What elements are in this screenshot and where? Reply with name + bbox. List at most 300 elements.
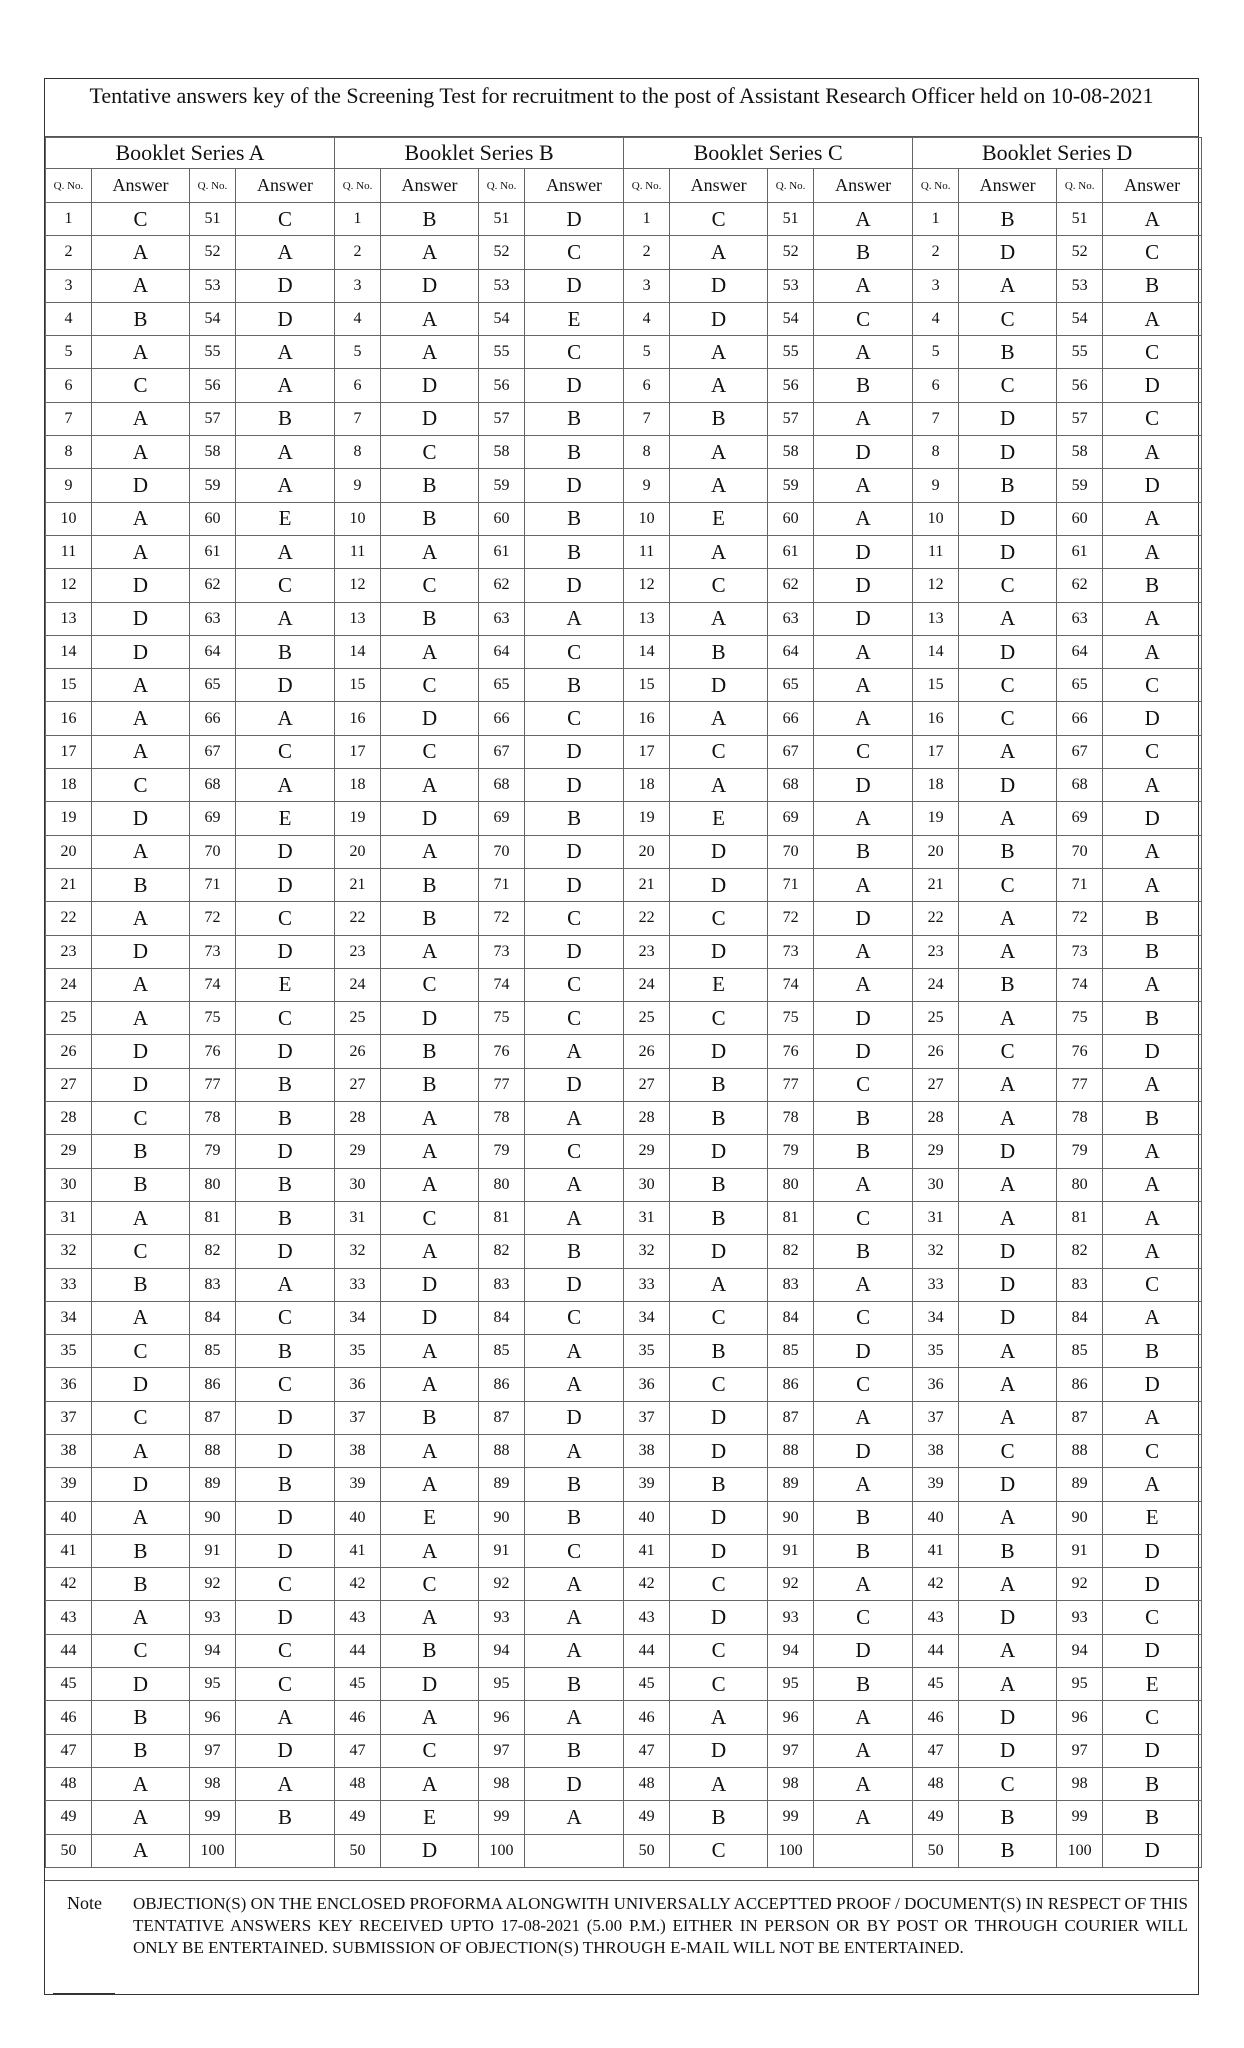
table-row (46, 569, 1202, 602)
answer-cell: C (92, 369, 190, 402)
answer-cell: C (236, 1301, 335, 1334)
question-number: 24 (913, 968, 959, 1001)
answer-cell: B (959, 203, 1057, 236)
qno-column-header: Q. No. (624, 169, 670, 203)
qno-column-header: Q. No. (1057, 169, 1103, 203)
question-number: 34 (46, 1301, 92, 1334)
note-label: Note (67, 1893, 102, 1913)
question-number: 36 (624, 1368, 670, 1401)
question-number: 56 (1057, 369, 1103, 402)
question-number: 10 (335, 502, 381, 535)
question-number: 87 (1057, 1401, 1103, 1434)
answer-cell: B (959, 1834, 1057, 1867)
question-number: 41 (913, 1534, 959, 1567)
answer-cell: C (525, 702, 624, 735)
question-number: 70 (190, 835, 236, 868)
question-number: 65 (190, 669, 236, 702)
answer-cell: D (236, 302, 335, 335)
question-number: 22 (335, 902, 381, 935)
answer-cell: A (670, 369, 768, 402)
answer-column-header: Answer (814, 169, 913, 203)
table-row (46, 1235, 1202, 1268)
answer-cell: C (1103, 236, 1202, 269)
answer-cell: A (1103, 436, 1202, 469)
answer-cell: A (92, 702, 190, 735)
answer-cell: B (381, 203, 479, 236)
qno-column-header: Q. No. (479, 169, 525, 203)
answer-cell: B (92, 302, 190, 335)
question-number: 98 (768, 1767, 814, 1800)
answer-cell: D (670, 835, 768, 868)
answer-cell: A (959, 935, 1057, 968)
answer-cell: D (92, 469, 190, 502)
question-number: 63 (1057, 602, 1103, 635)
answer-cell: C (92, 1235, 190, 1268)
question-number: 45 (624, 1668, 670, 1701)
answer-cell: A (525, 1701, 624, 1734)
answer-cell: D (236, 935, 335, 968)
question-number: 17 (46, 735, 92, 768)
question-number: 64 (1057, 635, 1103, 668)
answer-cell: A (670, 236, 768, 269)
answer-cell: B (670, 402, 768, 435)
answer-cell: A (814, 1801, 913, 1834)
table-row (46, 1102, 1202, 1135)
question-number: 62 (1057, 569, 1103, 602)
answer-cell: D (1103, 469, 1202, 502)
question-number: 59 (190, 469, 236, 502)
question-number: 42 (335, 1568, 381, 1601)
answer-cell: B (1103, 269, 1202, 302)
answer-cell: E (670, 802, 768, 835)
question-number: 82 (190, 1235, 236, 1268)
question-number: 86 (479, 1368, 525, 1401)
question-number: 73 (1057, 935, 1103, 968)
question-number: 82 (768, 1235, 814, 1268)
answer-cell: C (236, 1368, 335, 1401)
answer-cell: D (92, 1468, 190, 1501)
answer-cell: D (959, 1601, 1057, 1634)
question-number: 49 (913, 1801, 959, 1834)
question-number: 49 (624, 1801, 670, 1834)
question-number: 85 (190, 1335, 236, 1368)
table-row (46, 1534, 1202, 1567)
question-number: 14 (46, 635, 92, 668)
question-number: 45 (335, 1668, 381, 1701)
question-number: 10 (913, 502, 959, 535)
question-number: 56 (768, 369, 814, 402)
question-number: 72 (190, 902, 236, 935)
question-number: 26 (624, 1035, 670, 1068)
question-number: 2 (624, 236, 670, 269)
question-number: 55 (479, 336, 525, 369)
question-number: 66 (768, 702, 814, 735)
question-number: 55 (190, 336, 236, 369)
answer-cell: A (959, 1068, 1057, 1101)
answer-cell: B (1103, 1801, 1202, 1834)
question-number: 41 (335, 1534, 381, 1567)
answer-cell: D (1103, 1834, 1202, 1867)
question-number: 20 (624, 835, 670, 868)
question-number: 1 (46, 203, 92, 236)
question-number: 57 (1057, 402, 1103, 435)
question-number: 83 (768, 1268, 814, 1301)
question-number: 51 (479, 203, 525, 236)
question-number: 4 (335, 302, 381, 335)
question-number: 95 (768, 1668, 814, 1701)
question-number: 9 (624, 469, 670, 502)
question-number: 86 (768, 1368, 814, 1401)
question-number: 11 (46, 535, 92, 568)
answer-cell: A (92, 502, 190, 535)
table-row (46, 336, 1202, 369)
question-number: 52 (190, 236, 236, 269)
answer-cell: D (670, 935, 768, 968)
answer-cell: A (1103, 1235, 1202, 1268)
question-number: 65 (1057, 669, 1103, 702)
question-number: 43 (335, 1601, 381, 1634)
question-number: 42 (624, 1568, 670, 1601)
answer-cell: A (381, 769, 479, 802)
answer-cell: A (814, 802, 913, 835)
answer-cell: B (814, 1534, 913, 1567)
question-number: 99 (190, 1801, 236, 1834)
question-number: 31 (624, 1201, 670, 1234)
table-row (46, 203, 1202, 236)
question-number: 51 (190, 203, 236, 236)
question-number: 13 (46, 602, 92, 635)
question-number: 66 (1057, 702, 1103, 735)
question-number: 59 (768, 469, 814, 502)
question-number: 24 (624, 968, 670, 1001)
answer-cell: B (1103, 1102, 1202, 1135)
question-number: 34 (913, 1301, 959, 1334)
question-number: 37 (46, 1401, 92, 1434)
question-number: 62 (190, 569, 236, 602)
answer-cell: D (236, 1135, 335, 1168)
answer-cell: D (814, 602, 913, 635)
question-number: 60 (479, 502, 525, 535)
question-number: 77 (479, 1068, 525, 1101)
answer-cell: B (959, 968, 1057, 1001)
answer-cell: C (1103, 1268, 1202, 1301)
answer-cell: A (670, 702, 768, 735)
answer-cell: D (381, 1668, 479, 1701)
table-row (46, 635, 1202, 668)
answer-cell: B (381, 902, 479, 935)
answer-cell: B (92, 1734, 190, 1767)
question-number: 67 (1057, 735, 1103, 768)
answer-cell: D (525, 935, 624, 968)
table-row (46, 1634, 1202, 1667)
question-number: 98 (190, 1767, 236, 1800)
answer-cell: C (525, 635, 624, 668)
question-number: 22 (46, 902, 92, 935)
answer-cell: D (670, 868, 768, 901)
question-number: 63 (479, 602, 525, 635)
table-row (46, 1568, 1202, 1601)
question-number: 90 (190, 1501, 236, 1534)
answer-cell: D (959, 635, 1057, 668)
question-number: 7 (913, 402, 959, 435)
answer-cell: A (959, 269, 1057, 302)
answer-cell: A (525, 1335, 624, 1368)
answer-cell: B (1103, 1767, 1202, 1800)
answer-cell: C (959, 868, 1057, 901)
question-number: 36 (913, 1368, 959, 1401)
answer-cell: D (959, 769, 1057, 802)
question-number: 69 (768, 802, 814, 835)
question-number: 75 (479, 1002, 525, 1035)
question-number: 16 (913, 702, 959, 735)
answer-cell: C (670, 1301, 768, 1334)
question-number: 64 (479, 635, 525, 668)
answer-cell: A (381, 1368, 479, 1401)
answer-cell: D (381, 1268, 479, 1301)
answer-cell: A (1103, 769, 1202, 802)
question-number: 24 (46, 968, 92, 1001)
answer-cell: D (670, 302, 768, 335)
answer-cell: C (525, 1135, 624, 1168)
answer-cell: B (670, 1468, 768, 1501)
answer-cell: A (1103, 1168, 1202, 1201)
answer-cell: A (92, 1201, 190, 1234)
answer-cell: A (814, 336, 913, 369)
question-number: 7 (46, 402, 92, 435)
question-number: 68 (190, 769, 236, 802)
question-number: 54 (1057, 302, 1103, 335)
question-number: 93 (190, 1601, 236, 1634)
answer-cell: D (525, 769, 624, 802)
question-number: 16 (46, 702, 92, 735)
question-number: 38 (913, 1434, 959, 1467)
question-number: 48 (46, 1767, 92, 1800)
question-number: 30 (46, 1168, 92, 1201)
question-number: 60 (190, 502, 236, 535)
answer-cell: C (1103, 1601, 1202, 1634)
question-number: 15 (335, 669, 381, 702)
question-number: 91 (1057, 1534, 1103, 1567)
answer-cell: A (1103, 868, 1202, 901)
answer-cell: C (236, 203, 335, 236)
question-number: 72 (1057, 902, 1103, 935)
question-number: 65 (479, 669, 525, 702)
answer-cell: A (814, 1401, 913, 1434)
question-number: 84 (479, 1301, 525, 1334)
answer-cell: C (959, 302, 1057, 335)
question-number: 28 (46, 1102, 92, 1135)
answer-cell: D (814, 1634, 913, 1667)
question-number: 76 (190, 1035, 236, 1068)
question-number: 68 (1057, 769, 1103, 802)
answer-cell: E (670, 502, 768, 535)
answer-cell: E (381, 1801, 479, 1834)
question-number: 89 (1057, 1468, 1103, 1501)
answer-cell: A (959, 1335, 1057, 1368)
answer-cell: A (236, 469, 335, 502)
question-number: 15 (913, 669, 959, 702)
question-number: 26 (46, 1035, 92, 1068)
answer-cell: A (381, 535, 479, 568)
question-number: 58 (768, 436, 814, 469)
question-number: 67 (768, 735, 814, 768)
question-number: 8 (913, 436, 959, 469)
answer-cell: B (814, 1102, 913, 1135)
question-number: 9 (335, 469, 381, 502)
answer-cell: D (525, 369, 624, 402)
answer-cell: A (92, 835, 190, 868)
answer-cell: D (525, 1068, 624, 1101)
answer-cell: A (381, 935, 479, 968)
question-number: 57 (768, 402, 814, 435)
question-number: 53 (190, 269, 236, 302)
question-number: 48 (624, 1767, 670, 1800)
question-number: 85 (479, 1335, 525, 1368)
answer-cell: D (670, 1135, 768, 1168)
question-number: 19 (624, 802, 670, 835)
question-number: 5 (624, 336, 670, 369)
question-number: 23 (913, 935, 959, 968)
question-number: 58 (190, 436, 236, 469)
question-number: 100 (768, 1834, 814, 1867)
question-number: 95 (479, 1668, 525, 1701)
question-number: 81 (768, 1201, 814, 1234)
question-number: 42 (913, 1568, 959, 1601)
question-number: 78 (768, 1102, 814, 1135)
question-number: 91 (768, 1534, 814, 1567)
answer-cell: B (814, 835, 913, 868)
table-row (46, 1801, 1202, 1834)
question-number: 44 (913, 1634, 959, 1667)
question-number: 53 (768, 269, 814, 302)
answer-cell: A (525, 1601, 624, 1634)
answer-cell: A (381, 1434, 479, 1467)
answer-cell: C (525, 968, 624, 1001)
question-number: 25 (913, 1002, 959, 1035)
answer-cell: D (236, 1035, 335, 1068)
answer-cell: A (381, 1767, 479, 1800)
answer-cell: D (525, 1268, 624, 1301)
question-number: 21 (913, 868, 959, 901)
question-number: 43 (624, 1601, 670, 1634)
question-number: 89 (190, 1468, 236, 1501)
answer-cell: C (814, 1068, 913, 1101)
question-number: 79 (479, 1135, 525, 1168)
question-number: 75 (190, 1002, 236, 1035)
question-number: 42 (46, 1568, 92, 1601)
answer-cell: C (92, 1102, 190, 1135)
answer-cell: C (381, 569, 479, 602)
answer-cell: D (959, 1135, 1057, 1168)
answer-cell: B (92, 1268, 190, 1301)
answer-cell: D (236, 1534, 335, 1567)
answer-cell: A (1103, 302, 1202, 335)
question-number: 14 (624, 635, 670, 668)
question-number: 85 (768, 1335, 814, 1368)
answer-cell: A (1103, 1201, 1202, 1234)
answer-cell: E (670, 968, 768, 1001)
question-number: 32 (624, 1235, 670, 1268)
question-number: 90 (1057, 1501, 1103, 1534)
question-number: 33 (913, 1268, 959, 1301)
answer-cell: B (92, 1534, 190, 1567)
question-number: 60 (1057, 502, 1103, 535)
answer-cell: A (381, 1534, 479, 1567)
question-number: 27 (913, 1068, 959, 1101)
answer-cell: D (959, 402, 1057, 435)
answer-cell: A (814, 669, 913, 702)
answer-cell: A (92, 269, 190, 302)
question-number: 45 (46, 1668, 92, 1701)
question-number: 44 (624, 1634, 670, 1667)
answer-cell: D (236, 835, 335, 868)
answer-cell: D (525, 868, 624, 901)
question-number: 73 (190, 935, 236, 968)
answer-cell: D (1103, 1368, 1202, 1401)
answer-cell: B (92, 1568, 190, 1601)
answer-cell: A (1103, 1135, 1202, 1168)
answer-cell: D (92, 635, 190, 668)
answer-cell: C (381, 1734, 479, 1767)
answer-cell: D (236, 1434, 335, 1467)
answer-cell: A (670, 436, 768, 469)
table-row (46, 269, 1202, 302)
question-number: 31 (46, 1201, 92, 1234)
answer-cell: D (236, 1501, 335, 1534)
answer-cell: A (236, 602, 335, 635)
question-number: 82 (479, 1235, 525, 1268)
answer-cell: A (959, 802, 1057, 835)
question-number: 44 (335, 1634, 381, 1667)
answer-cell: A (959, 1368, 1057, 1401)
answer-cell: A (814, 868, 913, 901)
answer-cell: D (525, 1401, 624, 1434)
question-number: 64 (190, 635, 236, 668)
question-number: 35 (335, 1335, 381, 1368)
answer-cell: D (959, 1468, 1057, 1501)
question-number: 37 (335, 1401, 381, 1434)
table-row (46, 302, 1202, 335)
question-number: 71 (768, 868, 814, 901)
answer-cell: A (236, 1701, 335, 1734)
question-number: 6 (913, 369, 959, 402)
question-number: 8 (335, 436, 381, 469)
question-number: 50 (913, 1834, 959, 1867)
question-number: 47 (335, 1734, 381, 1767)
answer-cell: A (959, 1168, 1057, 1201)
question-number: 3 (46, 269, 92, 302)
question-number: 61 (479, 535, 525, 568)
question-number: 13 (335, 602, 381, 635)
question-number: 72 (768, 902, 814, 935)
question-number: 74 (190, 968, 236, 1001)
question-number: 11 (913, 535, 959, 568)
answer-cell: C (814, 302, 913, 335)
answer-cell: D (1103, 369, 1202, 402)
answer-cell: A (381, 1135, 479, 1168)
question-number: 7 (335, 402, 381, 435)
answer-cell: E (236, 502, 335, 535)
answer-column-header: Answer (525, 169, 624, 203)
question-number: 53 (1057, 269, 1103, 302)
answer-cell: D (236, 1401, 335, 1434)
question-number: 21 (335, 868, 381, 901)
answer-cell: A (92, 735, 190, 768)
answer-cell: D (381, 269, 479, 302)
answer-cell: D (959, 1268, 1057, 1301)
question-number: 80 (190, 1168, 236, 1201)
answer-column-header: Answer (381, 169, 479, 203)
